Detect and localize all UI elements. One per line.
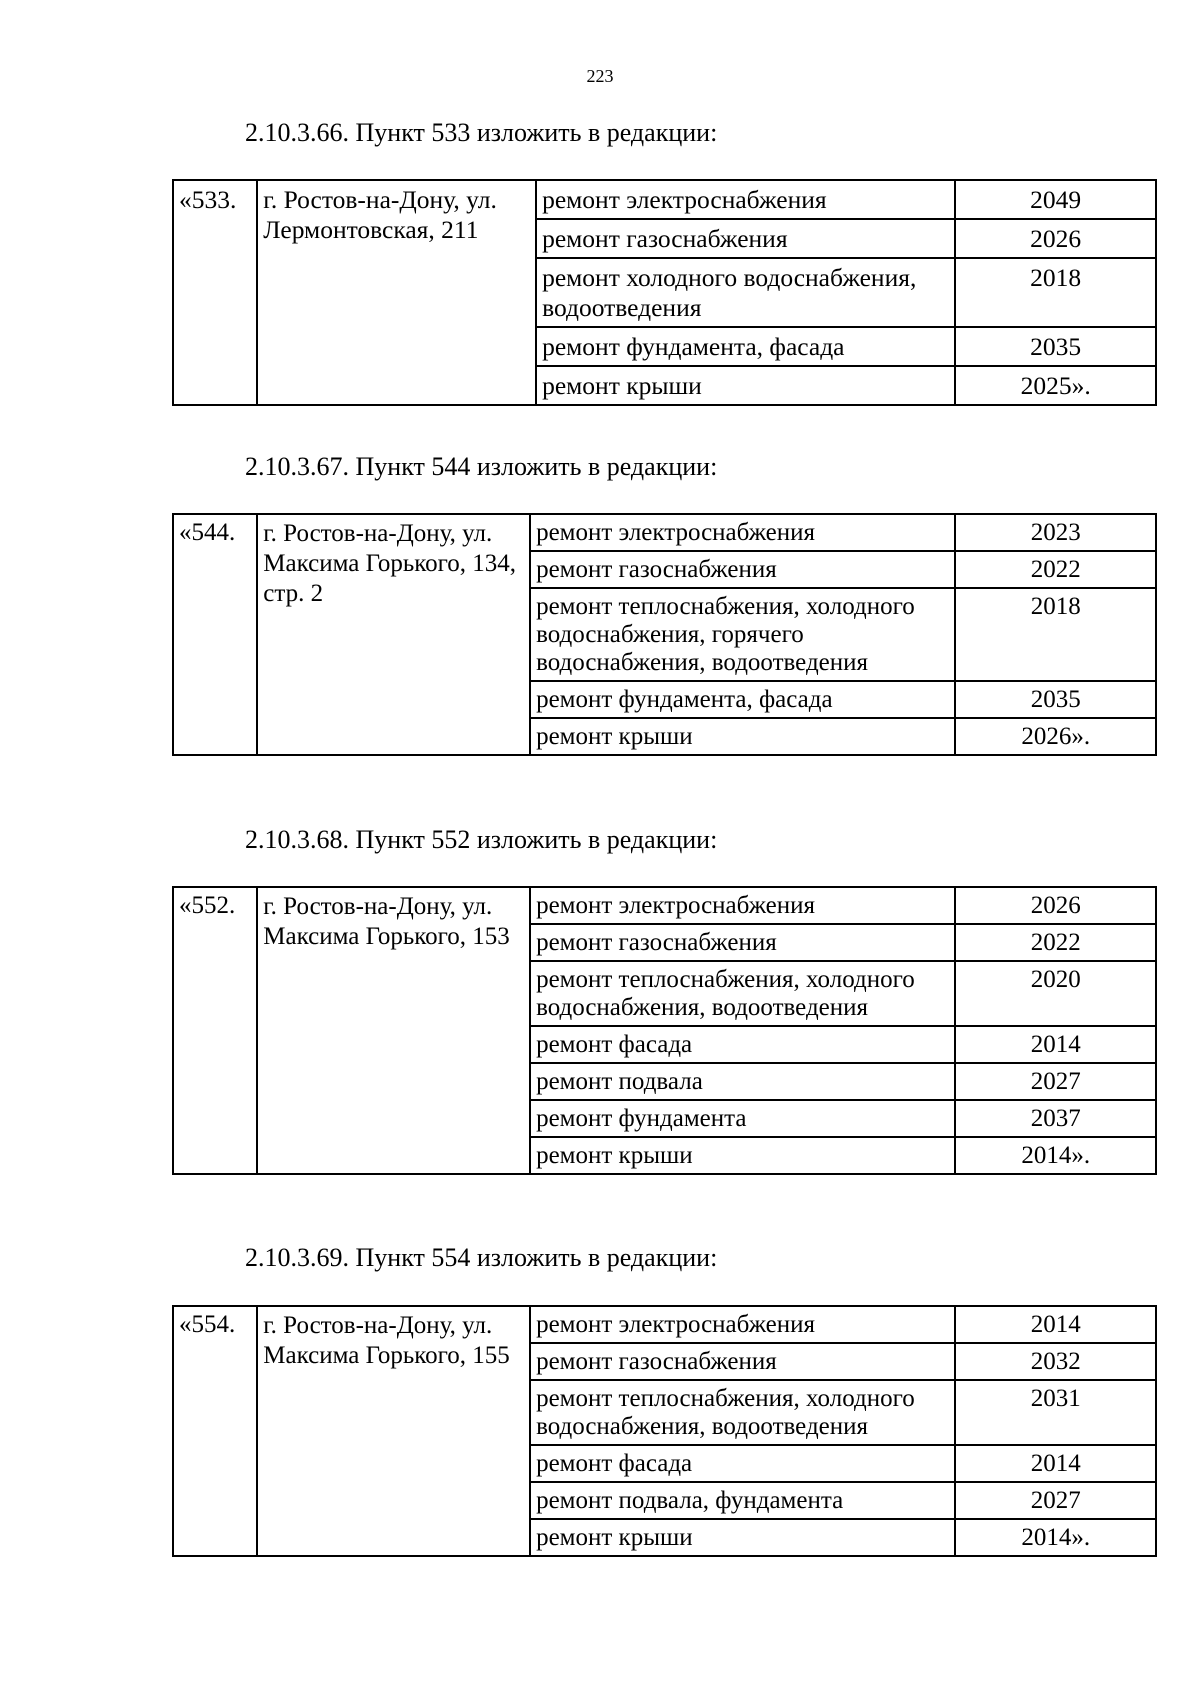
work-type: ремонт газоснабжения	[530, 551, 955, 588]
work-type: ремонт крыши	[530, 718, 955, 755]
section-heading: 2.10.3.68. Пункт 552 изложить в редакции:	[245, 825, 718, 854]
work-year: 2031	[955, 1380, 1156, 1445]
work-type: ремонт теплоснабжения, холодного водоснабжения, водоотведения	[530, 961, 955, 1026]
work-type: ремонт электроснабжения	[530, 514, 955, 551]
work-year: 2022	[955, 924, 1156, 961]
work-type: ремонт электроснабжения	[536, 180, 955, 219]
work-year: 2014».	[955, 1519, 1156, 1556]
work-type: ремонт фундамента	[530, 1100, 955, 1137]
work-year: 2026	[955, 219, 1156, 258]
item-table	[172, 886, 1157, 1175]
item-table	[172, 179, 1157, 406]
item-table	[172, 513, 1157, 756]
work-type: ремонт крыши	[530, 1519, 955, 1556]
work-type: ремонт электроснабжения	[530, 1306, 955, 1343]
work-type: ремонт крыши	[530, 1137, 955, 1174]
work-year: 2014	[955, 1445, 1156, 1482]
section-heading: 2.10.3.66. Пункт 533 изложить в редакции:	[245, 118, 718, 147]
work-year: 2026».	[955, 718, 1156, 755]
work-type: ремонт холодного водоснабжения, водоотведения	[536, 258, 955, 327]
table-row	[173, 1306, 1156, 1343]
item-address: г. Ростов-на-Дону, ул. Максима Горького, 134, стр. 2	[257, 514, 530, 755]
work-year: 2027	[955, 1482, 1156, 1519]
work-type: ремонт газоснабжения	[530, 1343, 955, 1380]
work-year: 2018	[955, 258, 1156, 327]
work-year: 2020	[955, 961, 1156, 1026]
item-number: «554.	[173, 1306, 257, 1556]
section-heading: 2.10.3.67. Пункт 544 изложить в редакции:	[245, 452, 718, 481]
work-type: ремонт теплоснабжения, холодного водоснабжения, горячего водоснабжения, водоотведения	[530, 588, 955, 681]
work-type: ремонт фундамента, фасада	[530, 681, 955, 718]
work-year: 2037	[955, 1100, 1156, 1137]
work-year: 2027	[955, 1063, 1156, 1100]
item-number: «544.	[173, 514, 257, 755]
work-year: 2026	[955, 887, 1156, 924]
item-address: г. Ростов-на-Дону, ул. Максима Горького, 155	[257, 1306, 530, 1556]
page-number: 223	[586, 66, 614, 86]
work-type: ремонт фасада	[530, 1445, 955, 1482]
work-type: ремонт электроснабжения	[530, 887, 955, 924]
work-year: 2022	[955, 551, 1156, 588]
work-type: ремонт подвала	[530, 1063, 955, 1100]
table-row	[173, 180, 1156, 219]
work-type: ремонт фасада	[530, 1026, 955, 1063]
work-year: 2035	[955, 681, 1156, 718]
work-year: 2014	[955, 1306, 1156, 1343]
section-heading: 2.10.3.69. Пункт 554 изложить в редакции:	[245, 1243, 718, 1272]
item-address: г. Ростов-на-Дону, ул. Максима Горького, 153	[257, 887, 530, 1174]
work-year: 2014	[955, 1026, 1156, 1063]
item-address: г. Ростов-на-Дону, ул. Лермонтовская, 211	[257, 180, 536, 405]
work-type: ремонт газоснабжения	[536, 219, 955, 258]
work-year: 2023	[955, 514, 1156, 551]
work-type: ремонт крыши	[536, 366, 955, 405]
work-year: 2049	[955, 180, 1156, 219]
work-year: 2018	[955, 588, 1156, 681]
item-table	[172, 1305, 1157, 1557]
work-type: ремонт газоснабжения	[530, 924, 955, 961]
item-number: «552.	[173, 887, 257, 1174]
work-type: ремонт подвала, фундамента	[530, 1482, 955, 1519]
item-number: «533.	[173, 180, 257, 405]
work-type: ремонт теплоснабжения, холодного водоснабжения, водоотведения	[530, 1380, 955, 1445]
table-row	[173, 887, 1156, 924]
work-year: 2014».	[955, 1137, 1156, 1174]
work-year: 2025».	[955, 366, 1156, 405]
work-year: 2035	[955, 327, 1156, 366]
work-year: 2032	[955, 1343, 1156, 1380]
table-row	[173, 514, 1156, 551]
work-type: ремонт фундамента, фасада	[536, 327, 955, 366]
